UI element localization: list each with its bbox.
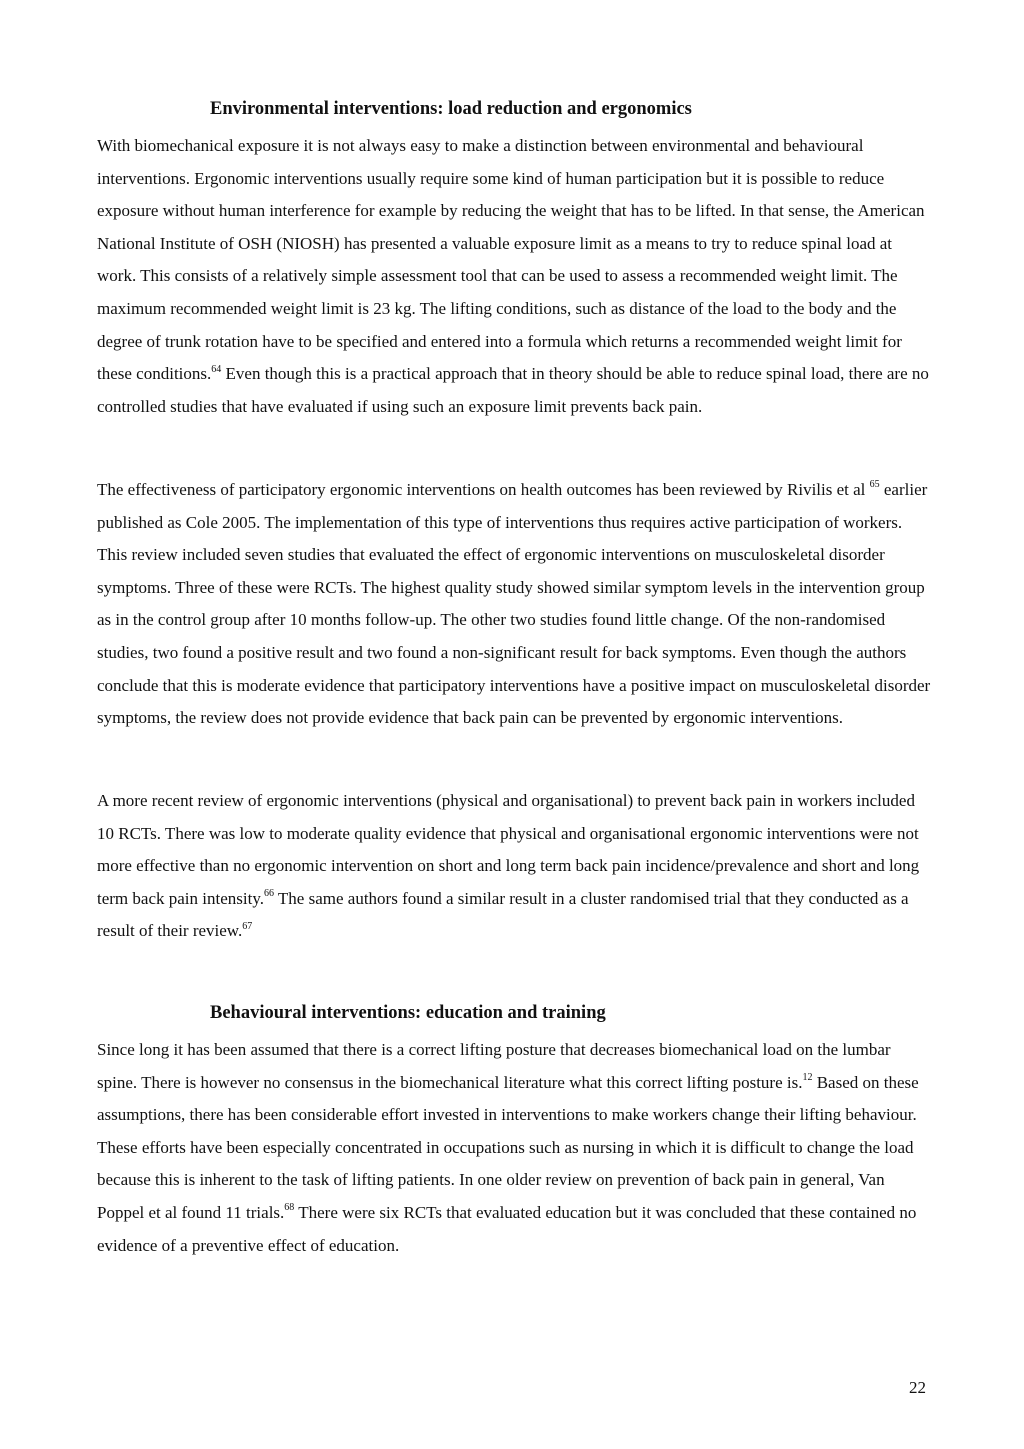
citation-ref: 12 [802,1071,813,1083]
paragraph-text: Based on these assumptions, there has been considerable effort invested in interventions to make workers change their lifting behaviour. These efforts have been especially concentrated in occupations such as nursing in which it is difficult to change the load because this is inherent to the task of lifting patients. In one older review on prevention of back pain in general, Van Poppel et al found 11 trials. [97,1072,919,1222]
paragraph-environmental-1 [97,130,932,423]
citation-ref: 65 [869,479,880,491]
paragraph-text: Since long it has been assumed that there is a correct lifting posture that decreases biomechanical load on the lumbar spine. There is however no consensus in the biomechanical literature what this correct lifting posture is. [97,1040,891,1092]
section-heading-environmental: Environmental interventions: load reduction and ergonomics [210,99,692,119]
paragraph-text: There were six RCTs that evaluated education but it was concluded that these contained no evidence of a preventive effect of education. [97,1202,917,1255]
paragraph-environmental-2 [97,474,932,735]
section-heading-behavioural: Behavioural interventions: education and training [210,1003,606,1023]
page-number: 22 [909,1378,926,1397]
citation-ref: 67 [242,920,253,932]
paragraph-text: The effectiveness of participatory ergonomic interventions on health outcomes has been reviewed by Rivilis et al [97,480,870,499]
citation-ref: 64 [211,363,222,375]
paragraph-text: With biomechanical exposure it is not always easy to make a distinction between environmental and behavioural interventions. Ergonomic interventions usually require some kind of human participation but it is possible to reduce exposure without human interference for example by reducing the weight that has to be lifted. In that sense, the American National Institute of OSH (NIOSH) has presented a valuable exposure limit as a means to try to reduce spinal load at work. This consists of a relatively simple assessment tool that can be used to assess a recommended weight limit. The maximum recommended weight limit is 23 kg. The lifting conditions, such as distance of the load to the body and the degree of trunk rotation have to be specified and entered into a formula which returns a recommended weight limit for these conditions. [97,136,925,384]
citation-ref: 68 [284,1202,295,1214]
citation-ref: 66 [263,888,274,900]
paragraph-text: A more recent review of ergonomic interventions (physical and organisational) to prevent back pain in workers included 10 RCTs. There was low to moderate quality evidence that physical and organisational ergonomic interventions were not more effective than no ergonomic intervention on short and long term back pain incidence/prevalence and short and long term back pain intensity. [97,791,920,908]
paragraph-text: earlier published as Cole 2005. The implementation of this type of interventions thus requires active participation of workers. This review included seven studies that evaluated the effect of ergonomic interventions on musculoskeletal disorder symptoms. Three of these were RCTs. The highest quality study showed similar symptom levels in the intervention group as in the control group after 10 months follow-up. The other two studies found little change. Of the non-randomised studies, two found a positive result and two found a non-significant result for back symptoms. Even though the authors conclude that this is moderate evidence that participatory interventions have a positive impact on musculoskeletal disorder symptoms, the review does not provide evidence that back pain can be prevented by ergonomic interventions. [97,480,931,728]
paragraph-text: The same authors found a similar result in a cluster randomised trial that they conducted as a result of their review. [97,888,909,941]
paragraph-environmental-3 [97,785,932,948]
paragraph-behavioural-1 [97,1034,932,1262]
paragraph-text: Even though this is a practical approach that in theory should be able to reduce spinal load, there are no controlled studies that have evaluated if using such an exposure limit prevents back pain. [97,364,929,416]
